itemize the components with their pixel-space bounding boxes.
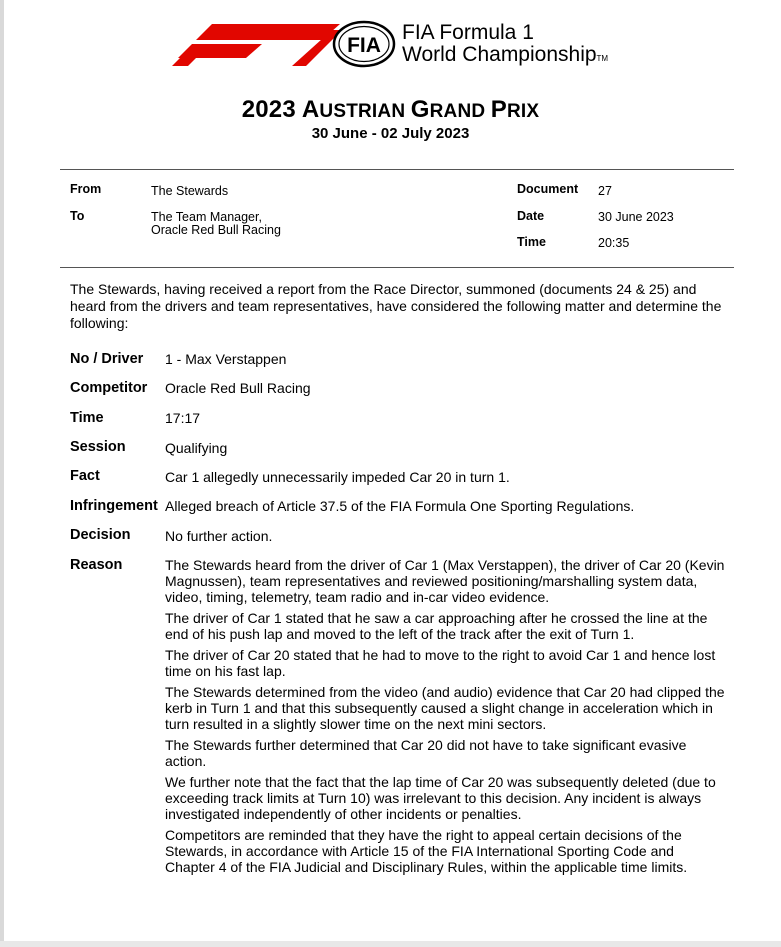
driver-label: No / Driver bbox=[70, 351, 144, 367]
infringement-value: Alleged breach of Article 37.5 of the FIA Formula One Sporting Regulations. bbox=[165, 498, 635, 514]
to-label: To bbox=[70, 209, 85, 223]
reason-paragraph: The Stewards further determined that Car 20 did not have to take significant evasive action. bbox=[165, 737, 687, 769]
f1-logo bbox=[172, 24, 340, 66]
reason-paragraph: The driver of Car 20 stated that he had to move to the right to avoid Car 1 and hence lost time on his fast lap. bbox=[165, 647, 716, 679]
page-left-edge bbox=[0, 0, 4, 947]
driver-value: 1 - Max Verstappen bbox=[165, 351, 287, 367]
brand-line-2: World ChampionshipTM bbox=[402, 43, 609, 66]
to-value-line-1: The Team Manager, bbox=[151, 210, 262, 224]
fia-seal-text: FIA bbox=[347, 34, 381, 57]
infringement-label: Infringement bbox=[70, 498, 158, 514]
fia-seal-logo bbox=[332, 20, 396, 68]
to-value-line-2: Oracle Red Bull Racing bbox=[151, 223, 281, 237]
reason-text bbox=[165, 557, 725, 880]
brand-text bbox=[402, 22, 608, 70]
trademark: TM bbox=[596, 54, 609, 63]
session-label: Session bbox=[70, 439, 126, 455]
event-dates: 30 June - 02 July 2023 bbox=[311, 125, 470, 142]
header-top-rule bbox=[60, 169, 734, 170]
competitor-value: Oracle Red Bull Racing bbox=[165, 380, 311, 396]
page-title: 2023 AUSTRIAN GRAND PRIX bbox=[241, 96, 540, 123]
fact-label: Fact bbox=[70, 468, 100, 484]
date-label: Date bbox=[517, 209, 545, 223]
reason-label: Reason bbox=[70, 557, 123, 573]
reason-paragraph: We further note that the fact that the lap time of Car 20 was subsequently deleted (due to exceeding track limits at Turn 10) was irrelevant to this decision. Any incident is always investigated independently of other incidents or penalties. bbox=[165, 774, 716, 822]
incident-time-value: 17:17 bbox=[165, 410, 201, 426]
header-bottom-rule bbox=[60, 267, 734, 268]
reason-paragraph: The driver of Car 1 stated that he saw a car approaching after he crossed the line at the end of his push lap and moved to the left of the track after the exit of Turn 1. bbox=[165, 610, 708, 642]
reason-paragraph: Competitors are reminded that they have the right to appeal certain decisions of the Stewards, in accordance with Article 15 of the FIA International Sporting Code and Chapter 4 of the FIA Judicial and Disciplinary Rules, within the applicable time limits. bbox=[165, 827, 688, 875]
time-value: 20:35 bbox=[598, 236, 630, 250]
from-label: From bbox=[70, 182, 102, 196]
session-value: Qualifying bbox=[165, 440, 228, 456]
fact-value: Car 1 allegedly unnecessarily impeded Car 20 in turn 1. bbox=[165, 469, 510, 485]
incident-time-label: Time bbox=[70, 410, 104, 426]
from-value: The Stewards bbox=[151, 184, 229, 198]
page-bottom-edge bbox=[0, 941, 781, 947]
reason-paragraph: The Stewards determined from the video (and audio) evidence that Car 20 had clipped the kerb in Turn 1 and that this subsequently caused a slight change in acceleration which in turn resulted in a slightly slower time on the next mini sectors. bbox=[165, 684, 725, 732]
time-label: Time bbox=[517, 235, 546, 249]
intro-paragraph: The Stewards, having received a report from the Race Director, summoned (documents 24 & 25) and heard from the drivers and team representatives, have considered the following matter and determine the following: bbox=[70, 281, 722, 331]
date-value: 30 June 2023 bbox=[598, 210, 674, 224]
decision-value: No further action. bbox=[165, 528, 273, 544]
brand-line-1: FIA Formula 1 bbox=[402, 21, 534, 44]
document-label: Document bbox=[517, 182, 579, 196]
f1-logo-top-bar bbox=[196, 24, 340, 40]
reason-paragraph: The Stewards heard from the driver of Car 1 (Max Verstappen), the driver of Car 20 (Kevin Magnussen), team representatives and reviewed positioning/marshalling system data, video, timing, telemetry, team radio and in-car video evidence. bbox=[165, 557, 725, 605]
document-value: 27 bbox=[598, 184, 612, 198]
competitor-label: Competitor bbox=[70, 380, 148, 396]
decision-label: Decision bbox=[70, 527, 131, 543]
